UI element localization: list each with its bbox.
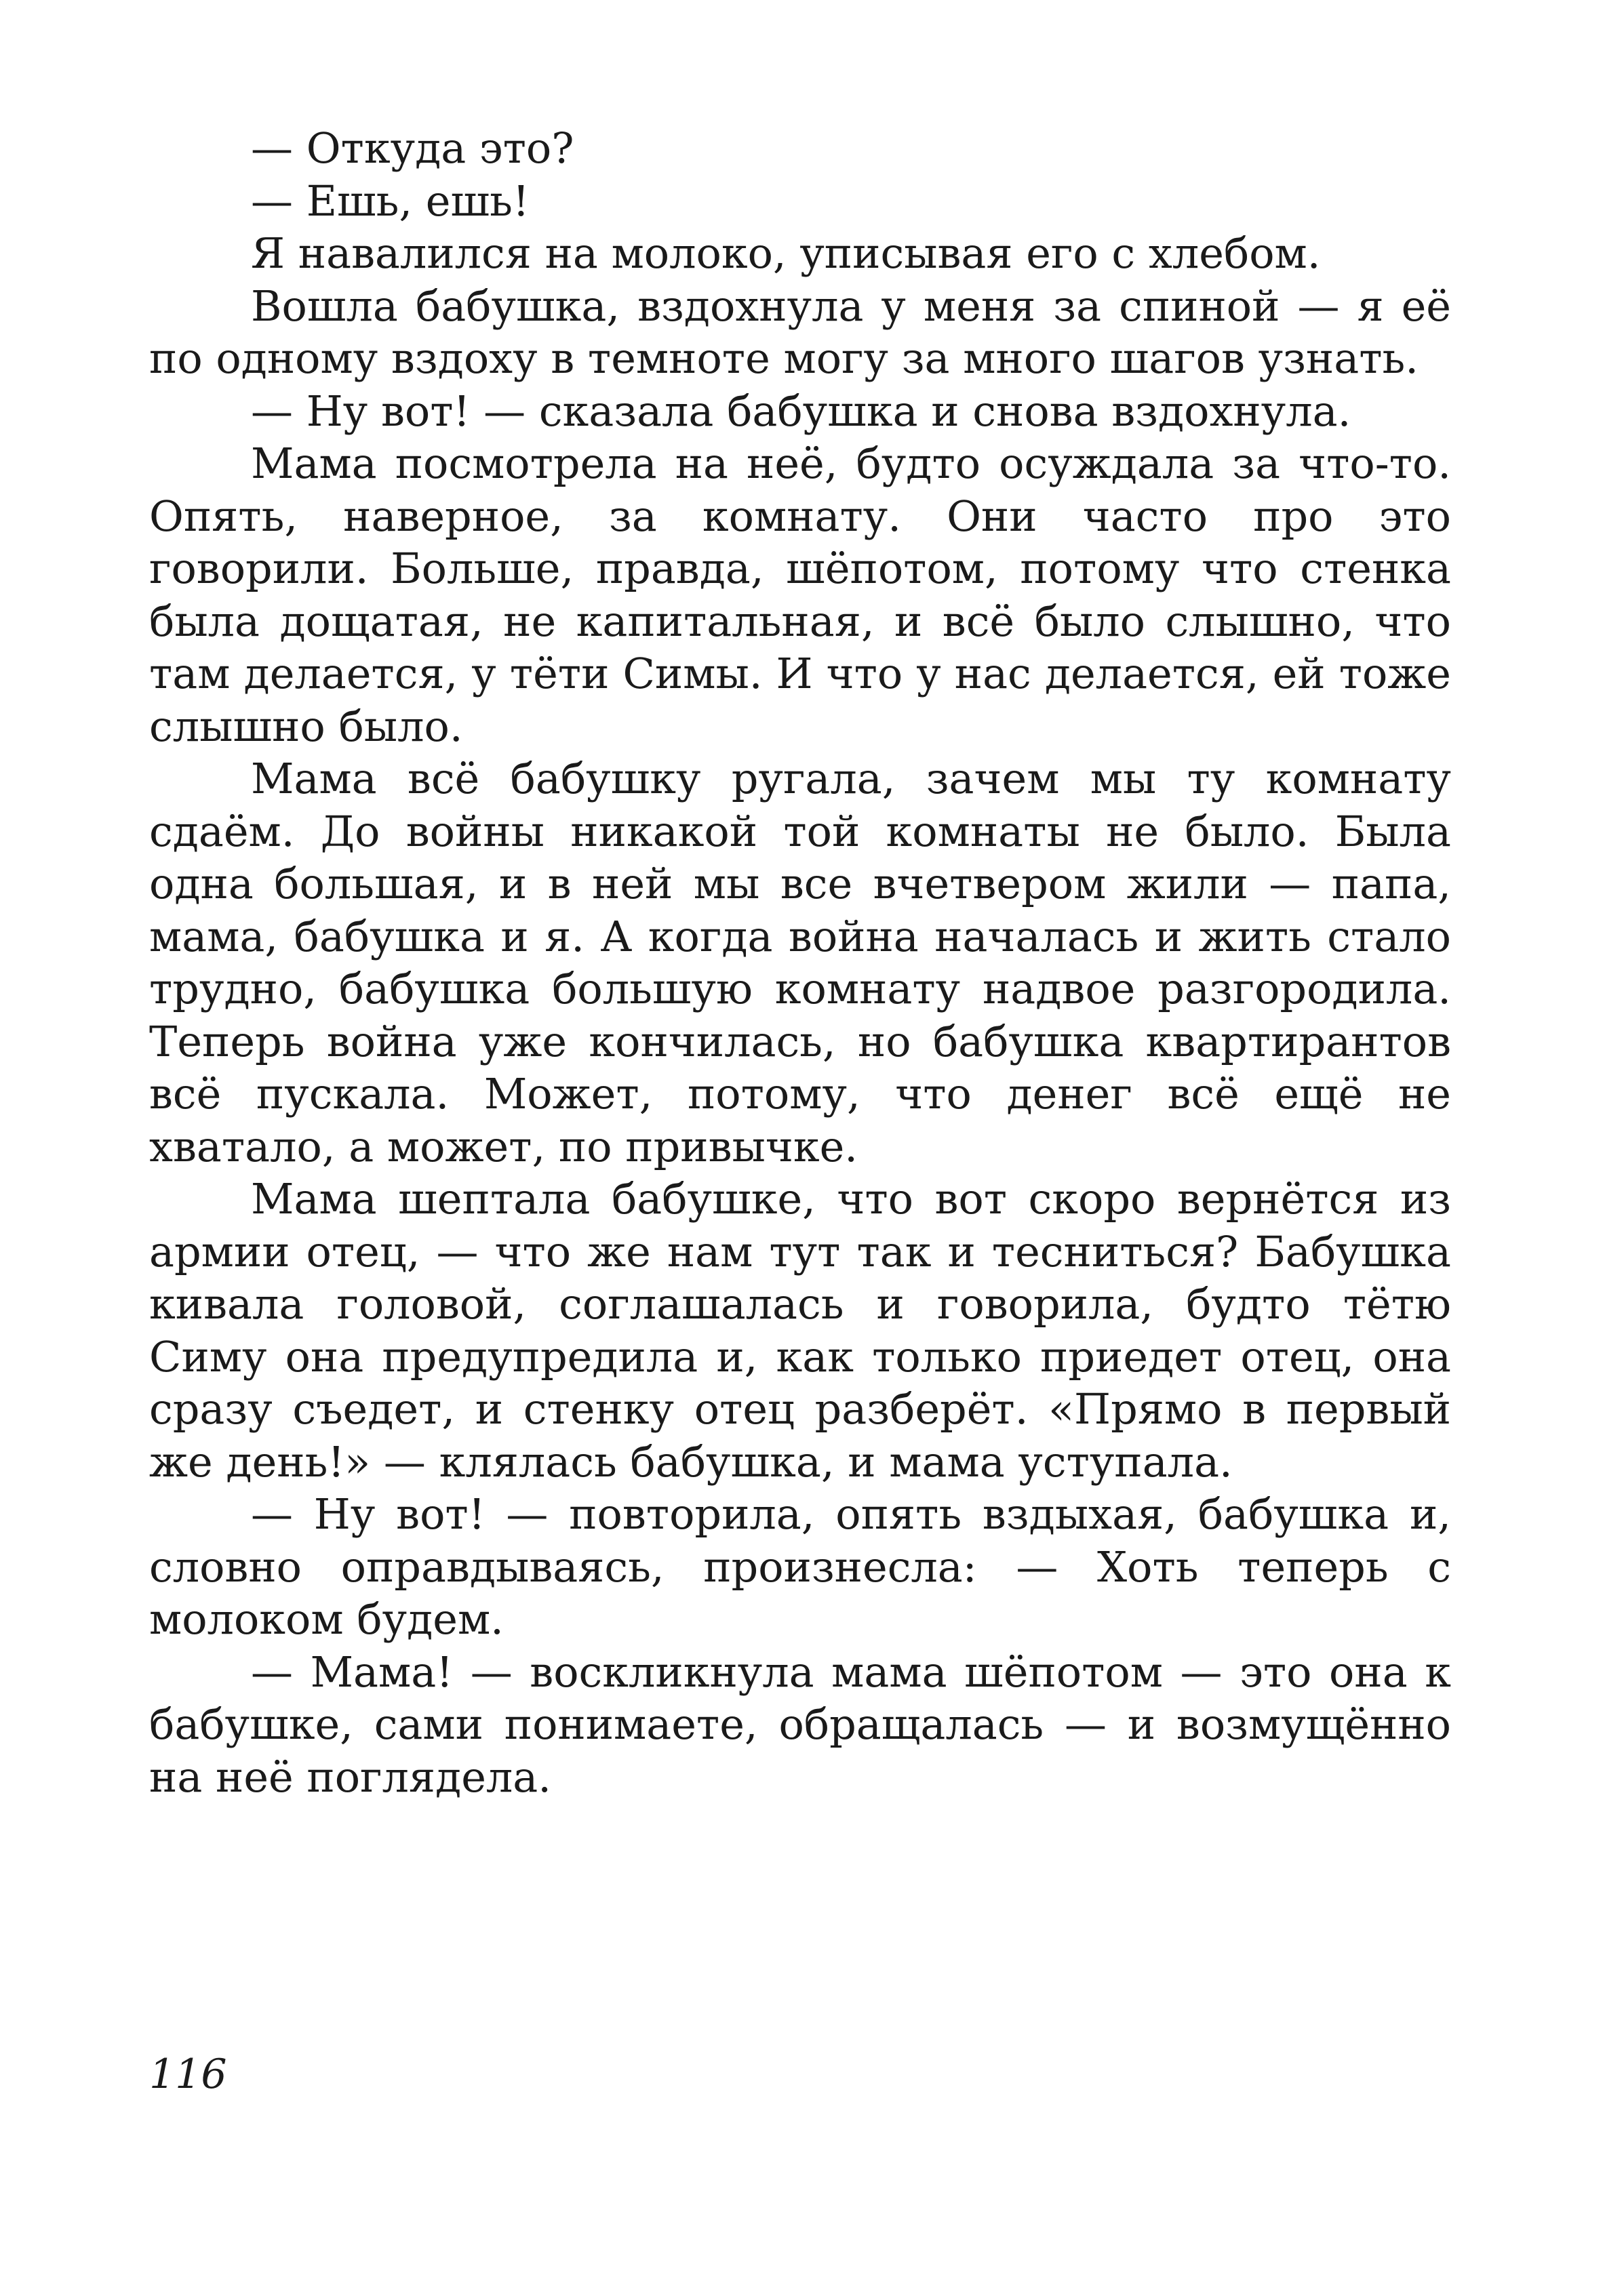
paragraph: — Ну вот! — сказала бабушка и снова вздохнула. xyxy=(251,386,1351,436)
page-number: 116 xyxy=(149,2051,227,2098)
paragraph: Вошла бабушка, вздохнула у меня за спиной — я её по одному вздоху в темноте могу за много шагов узнать. xyxy=(149,281,1451,383)
paragraph: Мама шептала бабушке, что вот скоро вернётся из армии отец, — что же нам тут так и тесниться? Бабушка кивала головой, соглашалась и говорила, будто тётю Симу она предупредила и, как только приедет отец, она сразу съедет, и стенку отец разберёт. «Прямо в первый же день!» — клялась бабушка, и мама уступала. xyxy=(149,1174,1451,1487)
paragraph: — Ешь, ешь! xyxy=(251,176,530,226)
paragraph: Я навалился на молоко, уписывая его с хлебом. xyxy=(251,228,1321,278)
page-text xyxy=(149,122,1451,1803)
paragraph: — Откуда это? xyxy=(251,123,574,173)
paragraph: Мама посмотрела на неё, будто осуждала за что-то. Опять, наверное, за комнату. Они часто про это говорили. Больше, правда, шёпотом, потому что стенка была дощатая, не капитальная, и всё было слышно, что там делается, у тёти Симы. И что у нас делается, ей тоже слышно было. xyxy=(149,439,1451,751)
paragraph: — Ну вот! — повторила, опять вздыхая, бабушка и, словно оправдываясь, произнесла: — Хоть теперь с молоком будем. xyxy=(149,1489,1451,1644)
paragraph: Мама всё бабушку ругала, зачем мы ту комнату сдаём. До войны никакой той комнаты не было. Была одна большая, и в ней мы все вчетвером жили — папа, мама, бабушка и я. А когда война началась и жить стало трудно, бабушка большую комнату надвое разгородила. Теперь война уже кончилась, но бабушка квартирантов всё пускала. Может, потому, что денег всё ещё не хватало, а может, по привычке. xyxy=(149,754,1451,1171)
paragraph: — Мама! — воскликнула мама шёпотом — это она к бабушке, сами понимаете, обращалась — и возмущённо на неё поглядела. xyxy=(149,1647,1451,1802)
